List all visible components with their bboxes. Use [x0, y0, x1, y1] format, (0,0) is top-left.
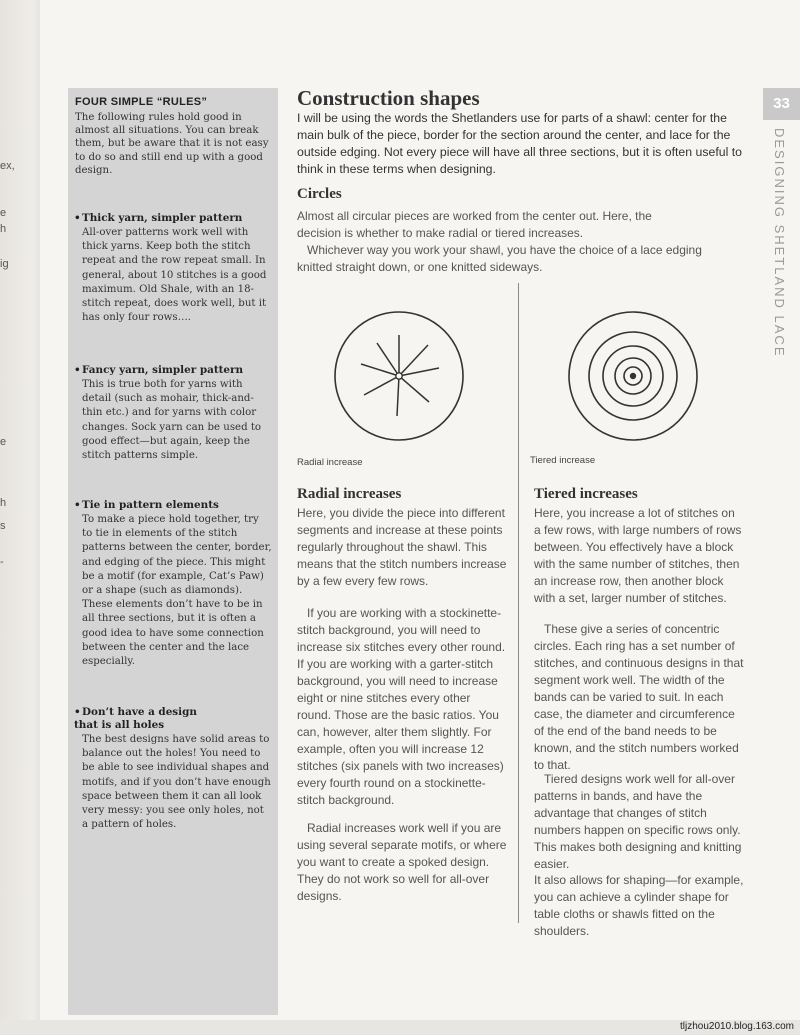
rule-body: To make a piece hold together, try to tie in elements of the stitch patterns between the center, border, and edging of the piece. This might be a motif (for example, Cat’s Paw) or a shape (such as diamonds). These elements don’t have to be in all three sections, but it is often a good idea to have some connection between the center and the lace especially.: [82, 514, 272, 668]
rule-item: [74, 364, 272, 463]
facing-page-fragment: h: [0, 497, 7, 509]
radial-heading: Radial increases: [297, 486, 402, 502]
spoke: [399, 376, 429, 402]
caption-tiered: Tiered increase: [530, 455, 596, 466]
bullet-icon: •: [74, 212, 81, 224]
column-divider: [518, 283, 519, 923]
sidebar-heading: FOUR SIMPLE “RULES”: [75, 96, 208, 108]
spoke: [361, 364, 399, 376]
rule-title: Don’t have a design that is all holes: [74, 706, 197, 731]
facing-page-fragment: s: [0, 520, 6, 532]
bullet-icon: •: [74, 706, 81, 718]
circles-paragraph: Almost all circular pieces are worked from the center out. Here, the decision is whether to make radial or tiered increases.: [297, 209, 652, 240]
radial-paragraph: Radial increases work well if you are using several separate motifs, or where you want to create a spoked design. They do not work so well for all-over designs.: [297, 821, 507, 903]
tiered-paragraph: It also allows for shaping—for example, you can achieve a cylinder shape for table cloths or shawls fitted on the shoulders.: [534, 873, 744, 938]
facing-page-fragment: e: [0, 207, 7, 219]
rule-item: [74, 212, 272, 325]
rules-sidebar: [68, 88, 278, 1015]
spoke: [377, 343, 399, 376]
rule-title: Tie in pattern elements: [82, 499, 219, 511]
rule-body: This is true both for yarns with detail (such as mohair, thick-and-thin etc.) and for yarns with color changes. Sock yarn can be used to good effect—but again, keep the stitch patterns simple.: [82, 379, 262, 462]
facing-page-fragment: -: [0, 556, 4, 568]
radial-paragraph: If you are working with a stockinette-stitch background, you will need to increase six stitches every other round. If you are working with a garter-stitch background, you will need to increase eight or nine stitches every other round. Those are the basic ratios. You can, however, alter them slightly. For example, often you will increase 12 stitches (six panels with two increases) every fourth round on a stockinette-stitch background.: [297, 606, 506, 807]
facing-page-fragment: e: [0, 436, 7, 448]
running-head: DESIGNING SHETLAND LACE: [772, 128, 787, 358]
center-point: [396, 373, 402, 379]
watermark: tljzhou2010.blog.163.com: [680, 1021, 794, 1032]
page-number: 33: [763, 88, 800, 120]
rule-body: All-over patterns work well with thick yarns. Keep both the stitch repeat and the row repeat small. In general, about 10 stitches is a good maximum. Old Shale, with an 18-stitch repeat, does work well, but it has only four rows….: [82, 227, 267, 324]
spoke: [397, 376, 399, 416]
facing-page-fragment: ig: [0, 258, 9, 270]
rule-title: Fancy yarn, simpler pattern: [82, 364, 244, 376]
tiered-paragraph: These give a series of concentric circles. Each ring has a set number of stitches, and continuous designs in that segment work well. The width of the bands can be varied to suit. In each case, the diameter and circumference of the end of the band needs to be known, and the stitch numbers worked to that.: [534, 622, 744, 772]
bullet-icon: •: [74, 499, 81, 511]
circles-paragraph: Whichever way you work your shawl, you have the choice of a lace edging knitted straight down, or one knitted sideways.: [297, 243, 702, 274]
facing-page-fragment: ex,: [0, 160, 15, 172]
spoke: [364, 376, 399, 395]
tiered-paragraph: Here, you increase a lot of stitches on a few rows, with large numbers of rows between. You effectively have a block with the same number of stitches, then an increase row, then another block with a set, larger number of stitches.: [534, 506, 742, 605]
caption-radial: Radial increase: [297, 457, 363, 468]
sidebar-intro: The following rules hold good in almost all situations. You can break them, but be aware that it is not easy to do so and still end up with a good design.: [75, 112, 269, 176]
page-title: Construction shapes: [297, 86, 480, 110]
facing-page-fragment: h: [0, 223, 7, 235]
tiered-increase-diagram: [564, 310, 704, 450]
rule-title: Thick yarn, simpler pattern: [82, 212, 243, 224]
tiered-paragraph: Tiered designs work well for all-over patterns in bands, and have the advantage that changes of stitch numbers happen on specific rows only. This makes both designing and knitting easier.: [534, 772, 742, 871]
lead-paragraph: I will be using the words the Shetlanders use for parts of a shawl: center for the main bulk of the piece, border for the section around the center, and lace for the outside edging. Not every piece will have all three sections, but it is often useful to think in these terms when designing.: [297, 111, 742, 176]
rule-item: [74, 499, 272, 669]
bullet-icon: •: [74, 364, 81, 376]
radial-increase-diagram: [330, 310, 470, 450]
radial-paragraph: Here, you divide the piece into different segments and increase at these points regularly throughout the shawl. This means that the stitch numbers increase by a few every few rows.: [297, 506, 507, 588]
rule-item: [74, 706, 272, 832]
tiered-heading: Tiered increases: [534, 486, 638, 502]
rule-body: The best designs have solid areas to balance out the holes! You need to be able to see individual shapes and motifs, and if you don’t have enough space between them it can all look very messy: you see only holes, not a pattern of holes.: [82, 734, 271, 831]
circles-heading: Circles: [297, 186, 342, 202]
center-point: [630, 373, 636, 379]
